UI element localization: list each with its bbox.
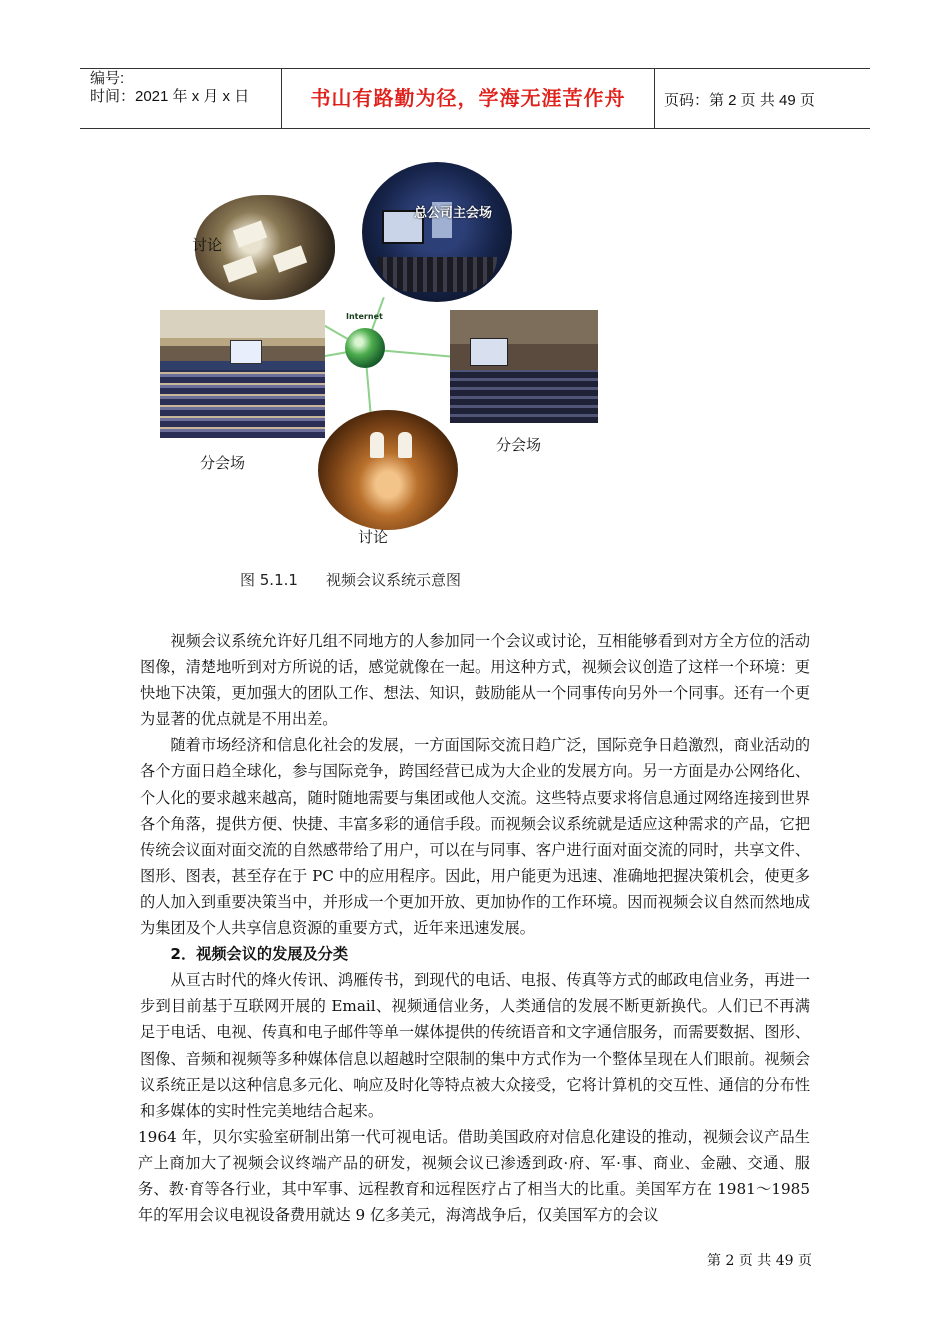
doc-number-label: 编号: xyxy=(90,70,125,87)
paragraph: 随着市场经济和信息化社会的发展，一方面国际交流日趋广泛，国际竞争日趋激烈，商业活动的各个方面日趋全球化，参与国际竞争，跨国经营已成为大企业的发展方向。另一方面是办公网络化、个人化的要求越来越高，随时随地需要与集团或他人交流。这些特点要求将信息通过网络连接到世界各个角落，提供方便、快捷、丰富多彩的通信手段。而视频会议系统就是适应这种需求的产品，它把传统会议面对面交流的自然感带给了用户，可以在与同事、客户进行面对面交流的同时，共享文件、图形、图表，甚至存在于 PC 中的应用程序。因此，用户能更为迅速、准确地把握决策机会，使更多的人加入到重要决策当中，并形成一个更加开放、更加协作的工作环境。因而视频会议自然而然地成为集团及个人共享信息资源的重要方式，近年来迅速发展。 xyxy=(140,736,810,938)
header-divider xyxy=(654,68,655,128)
label-discussion-top: 讨论 xyxy=(192,236,223,254)
header-page-label: 页码：第 2 页 共 49 页 xyxy=(664,92,815,109)
video-conference-diagram xyxy=(150,160,620,555)
globe-icon xyxy=(345,328,385,368)
paragraph: 1964 年，贝尔实验室研制出第一代可视电话。借助美国政府对信息化建设的推动，视频会议产品生产上商加大了视频会议终端产品的研发，视频会议已渗透到政·府、军·事、商业、金融、交通、服务、教·育等各行业，其中军事、远程教育和远程医疗占了相当大的比重。美国军方在 1981～1985 年的军用会议电视设备费用就达 9 亿多美元，海湾战争后，仅美国军方的会议 xyxy=(138,1127,810,1225)
label-main-venue: 总公司主会场 xyxy=(414,206,493,221)
main-venue-photo xyxy=(362,162,512,302)
paragraph: 从亘古时代的烽火传讯、鸿雁传书，到现代的电话、电报、传真等方式的邮政电信业务，再进一步到目前基于互联网开展的 Email、视频通信业务，人类通信的发展不断更新换代。人们已不再满足于电话、电视、传真和电子邮件等单一媒体提供的传统语音和文字通信服务，而需要数据、图形、图像、音频和视频等多种媒体信息以超越时空限制的集中方式作为一个整体呈现在人们眼前。视频会议系统正是以这种信息多元化、响应及时化等特点被大众接受，它将计算机的交互性、通信的分布性和多媒体的实时性完美地结合起来。 xyxy=(140,971,810,1120)
header-bottom-rule xyxy=(80,128,870,129)
branch-venue-photo-right xyxy=(450,310,598,423)
branch-venue-photo-left xyxy=(160,310,325,438)
body-text xyxy=(140,628,810,1228)
paragraph: 视频会议系统允许好几组不同地方的人参加同一个会议或讨论，互相能够看到对方全方位的活动图像，清楚地听到对方所说的话，感觉就像在一起。用这种方式，视频会议创造了这样一个环境：更快地下决策，更加强大的团队工作、想法、知识，鼓励能从一个同事传向另外一个同事。还有一个更为显著的优点就是不用出差。 xyxy=(140,632,810,729)
header-top-rule xyxy=(80,68,870,69)
footer-page-label: 第 2 页 共 49 页 xyxy=(707,1253,812,1269)
figure-caption xyxy=(240,569,461,590)
label-discussion-bottom: 讨论 xyxy=(358,528,389,546)
figure-caption-number: 图 5.1.1 xyxy=(240,571,298,589)
internet-label: Internet xyxy=(346,312,383,321)
header-motto: 书山有路勤为径，学海无涯苦作舟 xyxy=(310,86,626,110)
header-meta xyxy=(90,70,249,106)
section-heading: 2．视频会议的发展及分类 xyxy=(170,945,349,964)
label-branch-left: 分会场 xyxy=(200,454,246,472)
discussion-photo-bottom xyxy=(318,410,458,530)
figure-caption-text: 视频会议系统示意图 xyxy=(325,571,461,589)
time-label: 时间：2021 年 x 月 x 日 xyxy=(90,88,250,105)
label-branch-right: 分会场 xyxy=(496,436,542,454)
